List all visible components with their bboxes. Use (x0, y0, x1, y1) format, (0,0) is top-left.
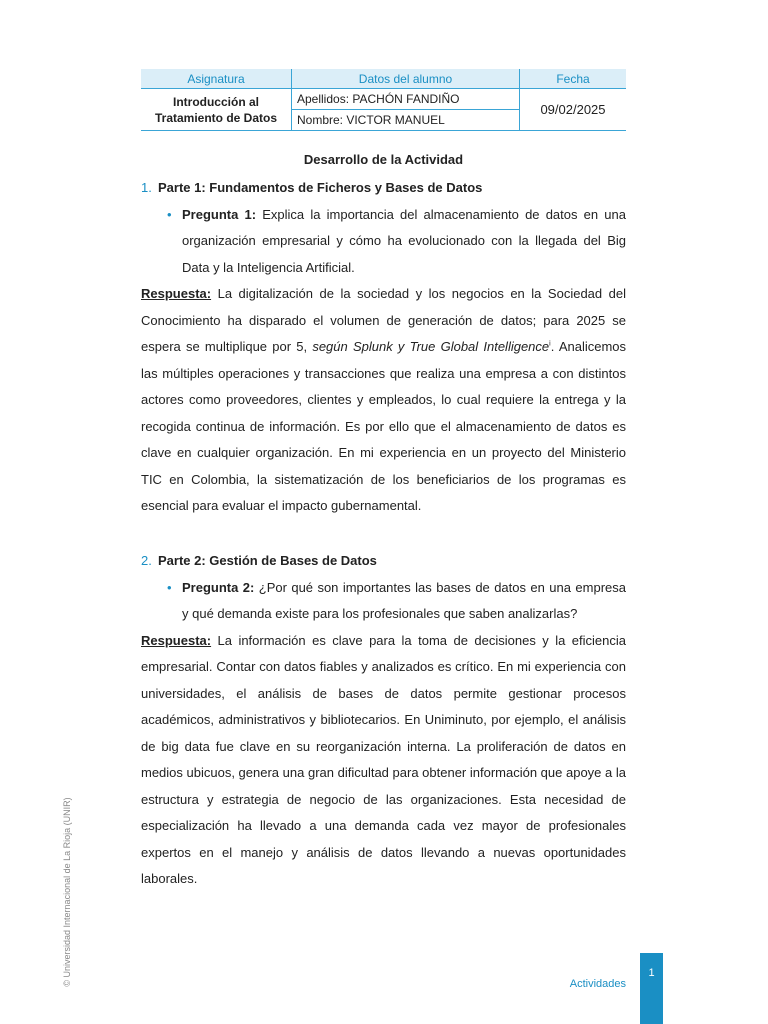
question-2 (141, 575, 626, 628)
bullet-icon: • (167, 206, 172, 222)
answer-1-text-b: . Analicemos las múltiples operaciones y transacciones que realiza una empresa a con distintos actores como proveedores, clientes y empleados, lo cual requiere la entrega y la recogida continua de información. Es por ello que el almacenamiento de datos es clave en cualquier organización. En mi experiencia en un proyecto del Ministerio TIC en Colombia, la sistematización de los beneficiarios de los programas es esencial para evaluar el impacto gubernamental. (141, 339, 627, 513)
answer-1-label: Respuesta: (141, 286, 212, 301)
student-name: Nombre: VICTOR MANUEL (292, 110, 520, 131)
question-1-text: Explica la importancia del almacenamiento de datos en una organización empresarial y cómo ha evolucionado con la llegada del Big Data y la Inteligencia Artificial. (182, 206, 627, 275)
bullet-icon: • (167, 579, 172, 595)
subject-cell (141, 89, 292, 131)
part1-heading-text: Parte 1: Fundamentos de Ficheros y Bases de Datos (158, 180, 483, 195)
question-1 (141, 202, 626, 282)
answer-2-text: La información es clave para la toma de decisiones y la eficiencia empresarial. Contar con datos fiables y analizados es crítico. En mi experiencia con universidades, el análisis de bases de datos permite gestionar procesos académicos, administrativos y bibliotecarios. En Uniminuto, por ejemplo, el análisis de big data fue clave en su reorganización interna. La proliferación de datos en medios ubicuos, genera una gran dificultad para obtener información que apoye a la estructura y estrategia de negocio de las organizaciones. Esta necesidad de especialización ha llevado a una demanda cada vez mayor de profesionales expertos en el manejo y análisis de datos llevando a nuevas oportunidades laborales. (141, 632, 626, 886)
part2-heading (141, 548, 626, 575)
page-number: 1 (640, 953, 663, 1024)
part2-heading-text: Parte 2: Gestión de Bases de Datos (158, 553, 377, 568)
part2-block (141, 548, 626, 893)
answer-1-text-a: La digitalización de la sociedad y los negocios en la Sociedad del Conocimiento ha disparado el volumen de generación de datos; para 2025 se espera se multiplique por 5, (141, 286, 626, 354)
header-col-subject: Asignatura (141, 69, 292, 89)
footer-label: Actividades (569, 978, 626, 990)
header-col-student: Datos del alumno (292, 69, 520, 89)
copyright-text: © Universidad Internacional de La Rioja (UNIR) (62, 797, 72, 987)
subject-line1: Introducción al (172, 94, 259, 109)
question-2-text: ¿Por qué son importantes las bases de datos en una empresa y qué demanda existe para los profesionales que saben analizarlas? (182, 579, 626, 621)
date-cell: 09/02/2025 (520, 89, 627, 131)
answer-2 (141, 628, 626, 893)
answer-1-citation: según Splunk y True Global Intelligence (312, 339, 550, 354)
part1-block (141, 175, 626, 520)
part2-number: 2. (141, 553, 152, 568)
part1-number: 1. (141, 180, 152, 195)
question-1-label: Pregunta 1: (182, 206, 257, 222)
answer-1 (141, 281, 626, 520)
question-2-label: Pregunta 2: (182, 579, 255, 595)
student-surnames: Apellidos: PACHÓN FANDIÑO (292, 89, 520, 110)
copyright-sidebar (52, 792, 82, 992)
answer-2-label: Respuesta: (141, 632, 212, 648)
header-col-date: Fecha (520, 69, 627, 89)
part1-heading (141, 175, 626, 202)
footnote-marker: i (549, 340, 551, 348)
page-title: Desarrollo de la Actividad (303, 152, 464, 167)
header-table (141, 69, 626, 131)
subject-line2: Tratamiento de Datos (154, 110, 278, 125)
